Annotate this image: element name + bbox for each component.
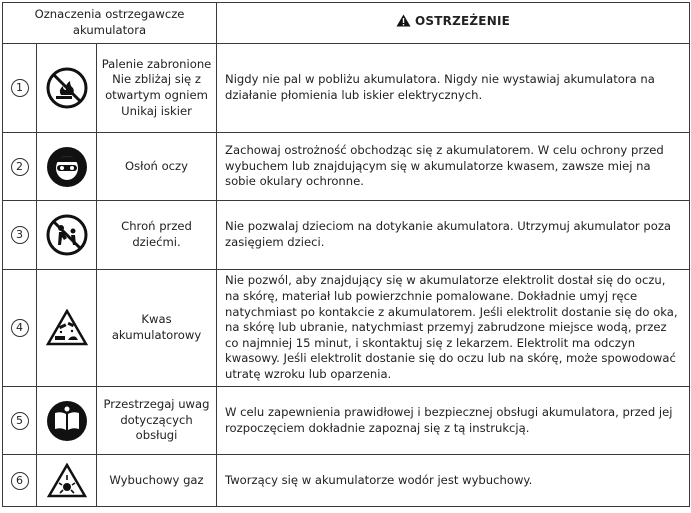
row-warning: Nie pozwól, aby znajdujący się w akumulatorze elektrolit dostał się do oczu, na skórę, materiał lub powierzchnie pomalowane. Dokładnie umyj ręce natychmiast po kontakcie z akumulatorem. Jeśli elektrolit dostanie się do oka, na skórę lub ubranie, natychmiast przemyj zabrudzone miejsce wodą, przez co najmniej 15 minut, i skontaktuj się z lekarzem. Elektrolit ma odczyn kwasowy. Jeśli elektrolit dostanie się do oczu lub na skórę, może spowodować utratę wzroku lub oparzenia. [217,270,690,387]
row-number: 4 [3,270,37,387]
keep-children-away-icon [37,201,97,270]
corrosive-acid-icon [37,270,97,387]
explosive-gas-icon [37,455,97,507]
no-fire-icon [37,44,97,133]
row-warning: Zachowaj ostrożność obchodząc się z akumulatorem. W celu ochrony przed wybuchem lub znajdującym się w akumulatorze kwasem, zawsze miej na sobie okulary ochronne. [217,133,690,201]
table-row [3,455,690,507]
table-row [3,44,690,133]
header-warning-title [217,3,690,44]
read-manual-icon [37,387,97,455]
row-label: Kwas akumulatorowy [97,270,217,387]
row-warning: Nie pozwalaj dzieciom na dotykanie akumulatora. Utrzymuj akumulator poza zasięgiem dzieci. [217,201,690,270]
row-label: Palenie zabronione Nie zbliżaj się z otwartym ogniem Unikaj iskier [97,44,217,133]
table-row [3,387,690,455]
row-number: 2 [3,133,37,201]
row-label: Przestrzegaj uwag dotyczących obsługi [97,387,217,455]
row-number: 5 [3,387,37,455]
row-warning: W celu zapewnienia prawidłowej i bezpiecznej obsługi akumulatora, przed jej rozpoczęciem dokładnie zapoznaj się z tą instrukcją. [217,387,690,455]
row-number: 6 [3,455,37,507]
warning-triangle-icon [396,14,411,32]
header-row [3,3,690,44]
row-label: Osłoń oczy [97,133,217,201]
table-row [3,270,690,387]
row-warning: Tworzący się w akumulatorze wodór jest wybuchowy. [217,455,690,507]
row-number: 3 [3,201,37,270]
battery-warning-table [2,2,690,507]
row-label: Chroń przed dziećmi. [97,201,217,270]
table-row [3,133,690,201]
warning-label: OSTRZEŻENIE [415,14,511,29]
table-row [3,201,690,270]
row-warning: Nigdy nie pal w pobliżu akumulatora. Nigdy nie wystawiaj akumulatora na działanie płomienia lub iskier elektrycznych. [217,44,690,133]
header-symbols-title: Oznaczenia ostrzegawcze akumulatora [3,3,217,44]
eye-protection-icon [37,133,97,201]
row-label: Wybuchowy gaz [97,455,217,507]
row-number: 1 [3,44,37,133]
